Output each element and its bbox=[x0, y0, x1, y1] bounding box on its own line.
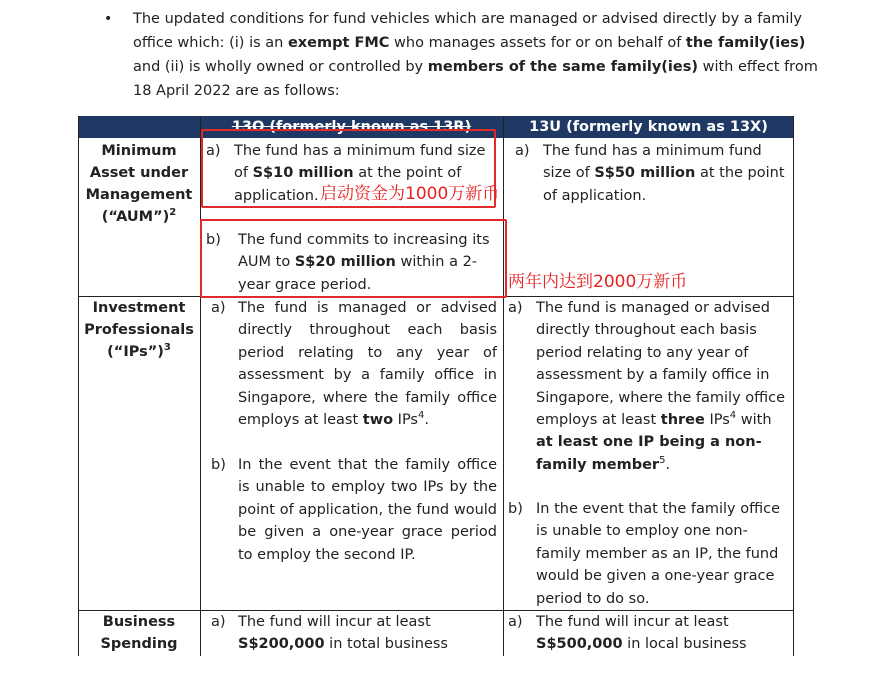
item-letter: a) bbox=[211, 300, 226, 316]
annotation-20m: 两年内达到2000万新币 bbox=[508, 272, 688, 292]
bold-text: members of the same family(ies) bbox=[427, 59, 698, 75]
spend-label-line2: Spending bbox=[100, 636, 178, 652]
item-letter: a) bbox=[206, 143, 221, 159]
ip-13u-b bbox=[536, 498, 786, 610]
footnote-marker: 5 bbox=[659, 455, 666, 467]
text-run: within a 2-year grace period. bbox=[238, 254, 478, 293]
text-run: The fund is managed or advised directly throughout each basis period relating to any year of assessment by a family office in Singapore, where the family office employs at least bbox=[238, 300, 497, 429]
bold-text: three bbox=[660, 412, 705, 429]
header-empty-cell bbox=[78, 116, 200, 138]
item-letter: a) bbox=[515, 143, 530, 159]
text-run: in local business bbox=[622, 636, 747, 653]
text-run: The fund has a minimum fund size of bbox=[543, 143, 762, 182]
item-letter: a) bbox=[508, 300, 523, 316]
bold-text: S$500,000 bbox=[536, 636, 623, 653]
text-run: The updated conditions for fund vehicles which are managed or advised directly by a family office which: (i) is an bbox=[133, 11, 803, 51]
row-label-ip bbox=[78, 297, 200, 363]
row-label-aum bbox=[78, 140, 200, 228]
aum-label-line2: Asset under bbox=[89, 165, 189, 181]
text-run: and (ii) is wholly owned or controlled by bbox=[133, 59, 428, 75]
aum-label-line4 bbox=[78, 206, 200, 228]
text-run: . bbox=[424, 412, 429, 429]
ip-label-line2: Professionals bbox=[84, 322, 194, 338]
spend-label-line1: Business bbox=[102, 614, 176, 630]
bold-text: S$10 million bbox=[252, 165, 354, 182]
intro-paragraph bbox=[133, 7, 833, 103]
footnote-marker: 4 bbox=[418, 410, 425, 422]
annotation-10m: 启动资金为1000万新币 bbox=[320, 184, 500, 204]
text-run: who manages assets for or on behalf of bbox=[389, 35, 686, 51]
spend-13o-a bbox=[238, 611, 500, 656]
text-run: The fund will incur at least bbox=[238, 614, 431, 630]
text-run: In the event that the family office is unable to employ two IPs by the point of application, the fund would be given a one-year grace period to employ the second IP. bbox=[238, 457, 497, 563]
grid-line bbox=[793, 116, 794, 656]
ip-label-text: (“IPs”) bbox=[107, 344, 164, 360]
bold-text: S$50 million bbox=[594, 165, 696, 182]
header-13u bbox=[503, 116, 794, 138]
grid-line bbox=[503, 116, 504, 656]
item-letter: a) bbox=[211, 614, 226, 630]
item-letter: a) bbox=[508, 614, 523, 630]
text-run: with bbox=[736, 412, 772, 429]
aum-label-text: (“AUM”) bbox=[101, 209, 170, 225]
aum-label-line3: Management bbox=[85, 187, 193, 203]
text-run: with effect from 18 April 2022 are as follows: bbox=[133, 59, 818, 99]
text-run: IPs bbox=[704, 412, 730, 429]
text-run: at the point of application. bbox=[234, 165, 462, 204]
text-run: in total business bbox=[324, 636, 448, 653]
text-run: . bbox=[665, 456, 671, 473]
ip-13o-b bbox=[238, 454, 497, 566]
item-letter: b) bbox=[211, 457, 226, 473]
bullet-point: • bbox=[104, 11, 113, 27]
ip-13u-a bbox=[536, 297, 786, 476]
highlight-box-20m bbox=[200, 219, 507, 298]
ip-label-line1: Investment bbox=[92, 300, 186, 316]
text-run: The fund will incur at least bbox=[536, 614, 729, 630]
row-label-spending bbox=[78, 611, 200, 655]
ip-13o-a bbox=[238, 297, 497, 431]
bold-text: two bbox=[362, 412, 394, 429]
text-run: The fund commits to increasing its AUM to bbox=[238, 232, 490, 271]
footnote-marker: 2 bbox=[169, 207, 177, 219]
bold-text: S$20 million bbox=[294, 254, 396, 271]
bold-text: S$200,000 bbox=[238, 636, 325, 653]
text-run: IPs bbox=[393, 412, 418, 429]
item-letter: b) bbox=[206, 232, 221, 248]
footnote-marker: 4 bbox=[729, 410, 737, 422]
footnote-marker: 3 bbox=[163, 342, 171, 354]
ip-label-line3 bbox=[78, 341, 200, 363]
bold-text: exempt FMC bbox=[287, 35, 390, 51]
text-run: The fund has a minimum fund size of bbox=[234, 143, 486, 182]
bold-text: the family(ies) bbox=[685, 35, 806, 51]
bold-text: at least one IP being a non-family member bbox=[536, 434, 762, 473]
item-letter: b) bbox=[508, 501, 523, 517]
text-run: The fund is managed or advised directly throughout each basis period relating to any year of assessment by a family office in Singapore, where the family office employs at least bbox=[536, 300, 786, 429]
aum-13u-a bbox=[543, 140, 788, 207]
text-run: In the event that the family office is unable to employ one non-family member as an IP, the fund would be given a one-year grace period to do so. bbox=[536, 501, 780, 607]
header-13u-text: 13U (formerly known as 13X) bbox=[529, 119, 768, 135]
aum-label-line1: Minimum bbox=[101, 143, 177, 159]
header-13o-text: 13O (formerly known as 13R) bbox=[231, 119, 472, 135]
spend-13u-a bbox=[536, 611, 786, 656]
text-run: at the point of application. bbox=[543, 165, 785, 204]
